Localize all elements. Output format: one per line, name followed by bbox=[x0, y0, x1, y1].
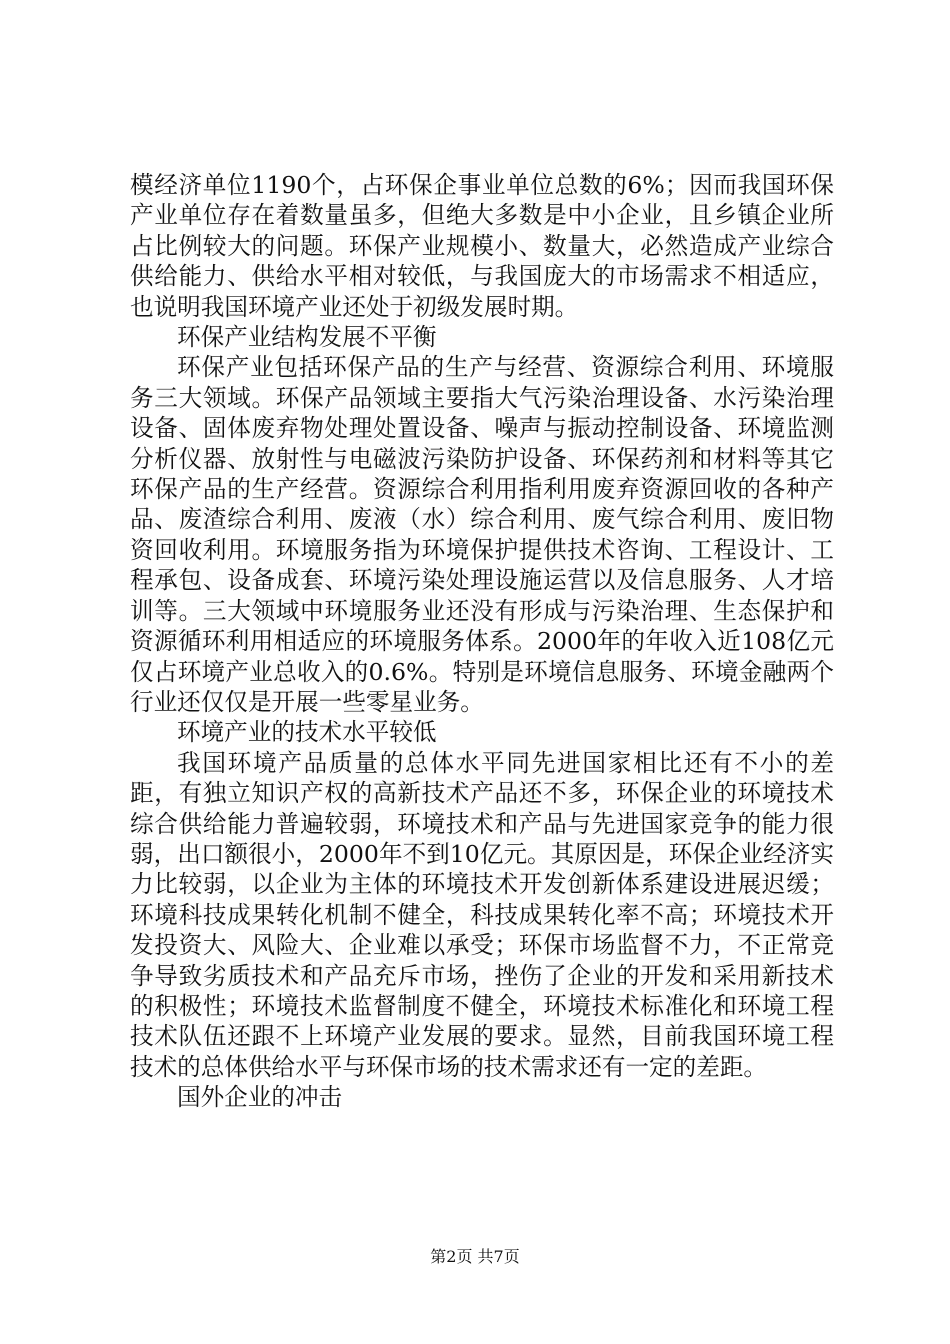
document-body bbox=[130, 170, 834, 1113]
page-number-footer: 第2页 共7页 bbox=[430, 1247, 520, 1266]
paragraph-technology-level: 我国环境产品质量的总体水平同先进国家相比还有不小的差距，有独立知识产权的高新技术产品还不多，环保企业的环境技术综合供给能力普遍较弱，环境技术和产品与先进国家竞争的能力很弱，出口额很小，2000年不到10亿元。其原因是，环保企业经济实力比较弱，以企业为主体的环境技术开发创新体系建设进展迟缓；环境科技成果转化机制不健全，科技成果转化率不高；环境技术开发投资大、风险大、企业难以承受；环保市场监督不力，不正常竞争导致劣质技术和产品充斥市场，挫伤了企业的开发和采用新技术的积极性；环境技术监督制度不健全，环境技术标准化和环境工程技术队伍还跟不上环境产业发展的要求。显然，目前我国环境工程技术的总体供给水平与环保市场的技术需求还有一定的差距。 bbox=[130, 748, 834, 1081]
section-heading-foreign-impact: 国外企业的冲击 bbox=[177, 1083, 343, 1112]
paragraph-continuation: 模经济单位1190个，占环保企事业单位总数的6%；因而我国环保产业单位存在着数量虽多，但绝大多数是中小企业，且乡镇企业所占比例较大的问题。环保产业规模小、数量大，必然造成产业综合供给能力、供给水平相对较低，与我国庞大的市场需求不相适应，也说明我国环境产业还处于初级发展时期。 bbox=[130, 171, 834, 321]
section-heading-technology-level: 环境产业的技术水平较低 bbox=[177, 718, 437, 747]
paragraph-industry-structure: 环保产业包括环保产品的生产与经营、资源综合利用、环境服务三大领域。环保产品领域主要指大气污染治理设备、水污染治理设备、固体废弃物处理处置设备、噪声与振动控制设备、环境监测分析仪器、放射性与电磁波污染防护设备、环保药剂和材料等其它环保产品的生产经营。资源综合利用指利用废弃资源回收的各种产品、废渣综合利用、废液（水）综合利用、废气综合利用、废旧物资回收利用。环境服务指为环境保护提供技术咨询、工程设计、工程承包、设备成套、环境污染处理设施运营以及信息服务、人才培训等。三大领域中环境服务业还没有形成与污染治理、生态保护和资源循环利用相适应的环境服务体系。2000年的年收入近108亿元仅占环境产业总收入的0.6%。特别是环境信息服务、环境金融两个行业还仅仅是开展一些零星业务。 bbox=[130, 353, 834, 716]
section-heading-structure-imbalance: 环保产业结构发展不平衡 bbox=[177, 323, 437, 352]
